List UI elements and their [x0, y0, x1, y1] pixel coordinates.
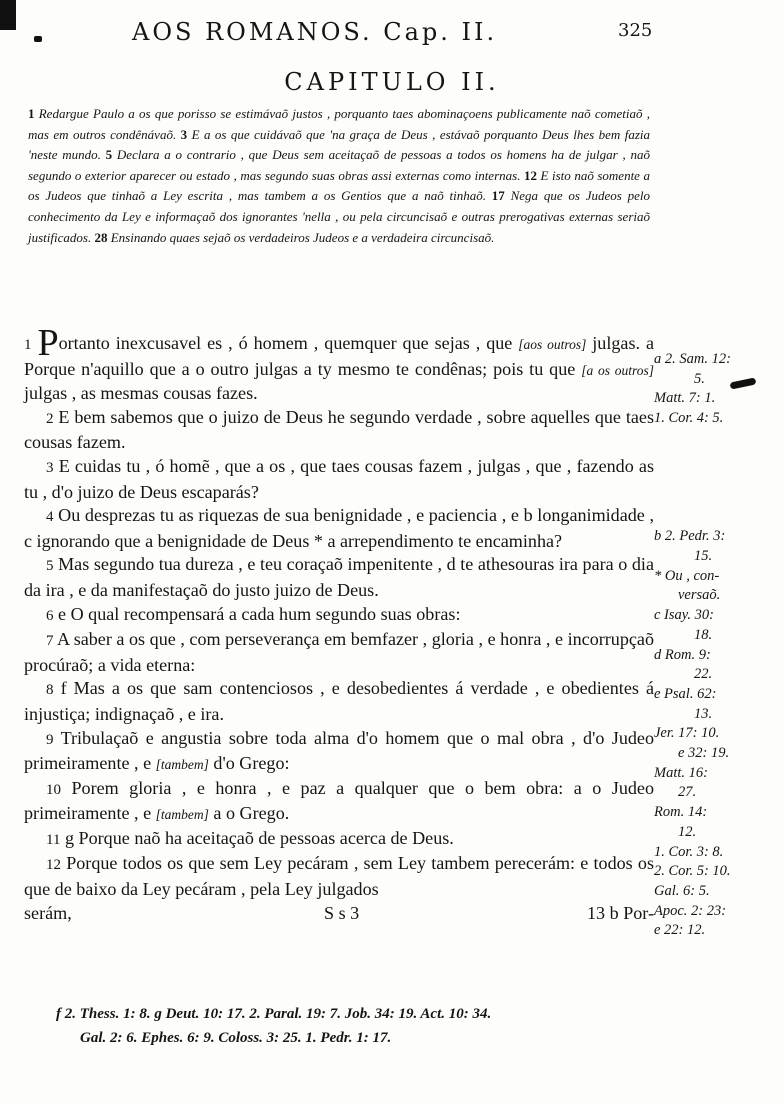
margin-spacer: [654, 429, 782, 449]
verse-text: ortanto inexcusavel es , ó homem , quemquer que sejas , que: [58, 333, 519, 353]
verse: [24, 322, 654, 406]
verse-number: 1: [24, 337, 32, 353]
summary-text: E isto naõ somente a os Judeos que tinhaõ a Ley escrita , mas tambem a os Gentios que a naõ tinhaõ.: [28, 167, 650, 204]
verse-text: Tribulaçaõ e angustia sobre toda alma d'o homem que o mal obra , d'o Judeo primeiramente , e: [24, 727, 654, 774]
verse-text: Porque todos os que sem Ley pecáram , sem Ley tambem perecerám: e todos os que de baixo da Ley pecáram , pela Ley julgados: [24, 853, 654, 900]
summary-number: 17: [491, 188, 505, 204]
margin-ref: e 22: 12.: [654, 922, 706, 939]
verse: [24, 406, 654, 455]
summary-text: Redargue Paulo a os que porisso se estimávaõ justos , porquanto taes abominaçoens publicamente naõ cometiaõ , mas em outros condênávaõ.: [28, 106, 650, 142]
margin-ref: 2. Cor. 5: 10.: [654, 863, 731, 880]
verse-number: 10: [46, 781, 61, 798]
verse-text: E bem sabemos que o juizo de Deus he segundo verdade , sobre aquelles que taes cousas fazem.: [24, 406, 654, 453]
chapter-body: [24, 322, 654, 926]
margin-ref: 22.: [694, 666, 713, 683]
verse-text: Mas segundo tua dureza , e teu coraçaõ impenitente , d te athesouras ira para o dia da ira , e da manifestaçaõ do justo juizo de Deus.: [24, 554, 654, 600]
margin-ref: 15.: [694, 548, 713, 565]
margin-ref: a 2. Sam. 12:: [654, 351, 731, 367]
margin-ref: 1. Cor. 3: 8.: [654, 843, 724, 860]
catchword: 13 b Por-: [587, 902, 654, 923]
signature-mark: S s 3: [324, 902, 360, 923]
margin-ref: 27.: [678, 784, 697, 801]
margin-ref: 5.: [694, 370, 705, 387]
margin-ref: Gal. 6: 5.: [654, 882, 710, 899]
verse: [24, 553, 654, 602]
margin-ref: b 2. Pedr. 3:: [654, 528, 726, 545]
chapter-summary: [28, 104, 650, 248]
verse-text: a o Grego.: [208, 803, 290, 824]
verse: [24, 504, 654, 553]
verse: [24, 727, 654, 777]
margin-ref: 12.: [678, 823, 697, 840]
summary-number: 5: [105, 147, 113, 163]
margin-ref: Matt. 7: 1.: [654, 390, 716, 407]
summary-text: Nega que os Judeos pelo conhecimento da Ley e informaçaõ dos ignorantes 'nella , ou pela circuncisaõ e outras prerogativas externas seriaõ justificados.: [28, 188, 650, 245]
verse-number: 7: [46, 633, 54, 650]
margin-spacer: [654, 488, 782, 508]
chapter-title: CAPITULO II.: [284, 68, 500, 96]
margin-ref: 18.: [694, 626, 713, 643]
page-number: 325: [618, 20, 653, 41]
verse: [24, 827, 654, 853]
verse: [24, 455, 654, 504]
verse-number: 12: [46, 857, 61, 874]
margin-ref: e 32: 19.: [678, 745, 730, 762]
summary-number: 1: [28, 106, 35, 121]
summary-text: Ensinando quaes sejaõ os verdadeiros Judeos e a verdadeira circuncisaõ.: [107, 229, 495, 245]
page-header: [0, 16, 784, 56]
running-title: AOS ROMANOS. Cap. II.: [132, 18, 498, 46]
supplied-words: [tambem]: [155, 757, 209, 773]
margin-ref: Jer. 17: 10.: [654, 725, 720, 742]
supplied-words: [a os outros]: [581, 362, 654, 378]
summary-number: 3: [180, 126, 188, 142]
verse-text: A saber a os que , com perseverança em bemfazer , gloria , e honra , e incorrupçaõ procúraõ; a vida eterna:: [24, 629, 654, 675]
supplied-words: [tambem]: [155, 807, 209, 823]
summary-text: E a os que cuidávaõ que 'na graça de Deus , estávaõ porquanto Deus lhes bem fazia 'neste mundo.: [28, 126, 650, 163]
verse: [24, 603, 654, 629]
margin-references: [654, 350, 782, 941]
verse-number: 5: [46, 558, 54, 575]
margin-spacer: [654, 508, 782, 528]
verse-number: 9: [46, 731, 54, 748]
margin-ref: Matt. 16:: [654, 764, 708, 781]
margin-ref: c Isay. 30:: [654, 607, 714, 624]
drop-capital: P: [37, 322, 59, 364]
margin-ref: d Rom. 9:: [654, 646, 711, 663]
summary-number: 12: [523, 167, 537, 183]
verse: [24, 777, 654, 827]
verse-text: julgas. a Porque n'aquillo que a o outro julgas a ty mesmo te condênas; pois tu que: [24, 333, 654, 379]
verse-text: d'o Grego:: [208, 753, 290, 774]
verse-text: g Porque naõ ha aceitaçaõ de pessoas acerca de Deus.: [60, 827, 454, 848]
margin-ref: Rom. 14:: [654, 804, 708, 821]
margin-ref: Apoc. 2: 23:: [654, 902, 727, 919]
signature-line: [24, 902, 654, 926]
verse: [24, 677, 654, 726]
summary-text: Declara a o contrario , que Deus sem aceitaçaõ de pessoas a todos os homens ha de julgar , naõ segundo o exterior aparecer ou estado , mas segundo suas obras assi externas como internas.: [28, 147, 650, 183]
verse-number: 8: [46, 682, 54, 699]
verse: [24, 628, 654, 677]
footnotes: [56, 1002, 676, 1050]
verse-number: 2: [46, 410, 54, 427]
footnote-line: f 2. Thess. 1: 8. g Deut. 10: 17. 2. Paral. 19: 7. Job. 34: 19. Act. 10: 34.: [56, 1006, 492, 1022]
margin-ref: 13.: [694, 705, 713, 722]
footnote-line: Gal. 2: 6. Ephes. 6: 9. Coloss. 3: 25. 1. Pedr. 1: 17.: [80, 1030, 392, 1046]
summary-number: 28: [94, 229, 108, 245]
verse-text: e O qual recompensará a cada hum segundo suas obras:: [53, 603, 461, 624]
verse-text: julgas , as mesmas cousas fazes.: [24, 383, 258, 404]
verse-text: f Mas a os que sam contenciosos , e desobedientes á verdade , e obedientes á injustiça; indignaçaõ , e ira.: [24, 678, 654, 724]
verse: [24, 852, 654, 901]
verse-text: Ou desprezas tu as riquezas de sua benignidade , e paciencia , e b longanimidade , c ignorando que a benignidade de Deus * a arrependimento te encaminha?: [24, 505, 654, 551]
margin-ref: e Psal. 62:: [654, 685, 717, 702]
margin-ref: * Ou , con-: [654, 567, 720, 584]
supplied-words: [aos outros]: [518, 337, 587, 352]
margin-ref: versaõ.: [678, 587, 721, 604]
verse-number: 11: [46, 831, 61, 848]
margin-ref: 1. Cor. 4: 5.: [654, 410, 724, 427]
line-end-text: serám,: [24, 902, 72, 923]
margin-spacer: [654, 468, 782, 488]
verse-number: 4: [46, 509, 54, 526]
verse-text: E cuidas tu , ó homẽ , que a os , que taes cousas fazem , julgas , que , fazendo as tu , d'o juizo de Deus escaparás?: [24, 455, 654, 502]
verse-number: 6: [46, 607, 54, 624]
verse-number: 3: [46, 459, 54, 476]
verse-text: Porem gloria , e honra , e paz a qualquer que o bem obra: a o Judeo primeiramente , e: [24, 777, 654, 824]
margin-spacer: [654, 449, 782, 469]
